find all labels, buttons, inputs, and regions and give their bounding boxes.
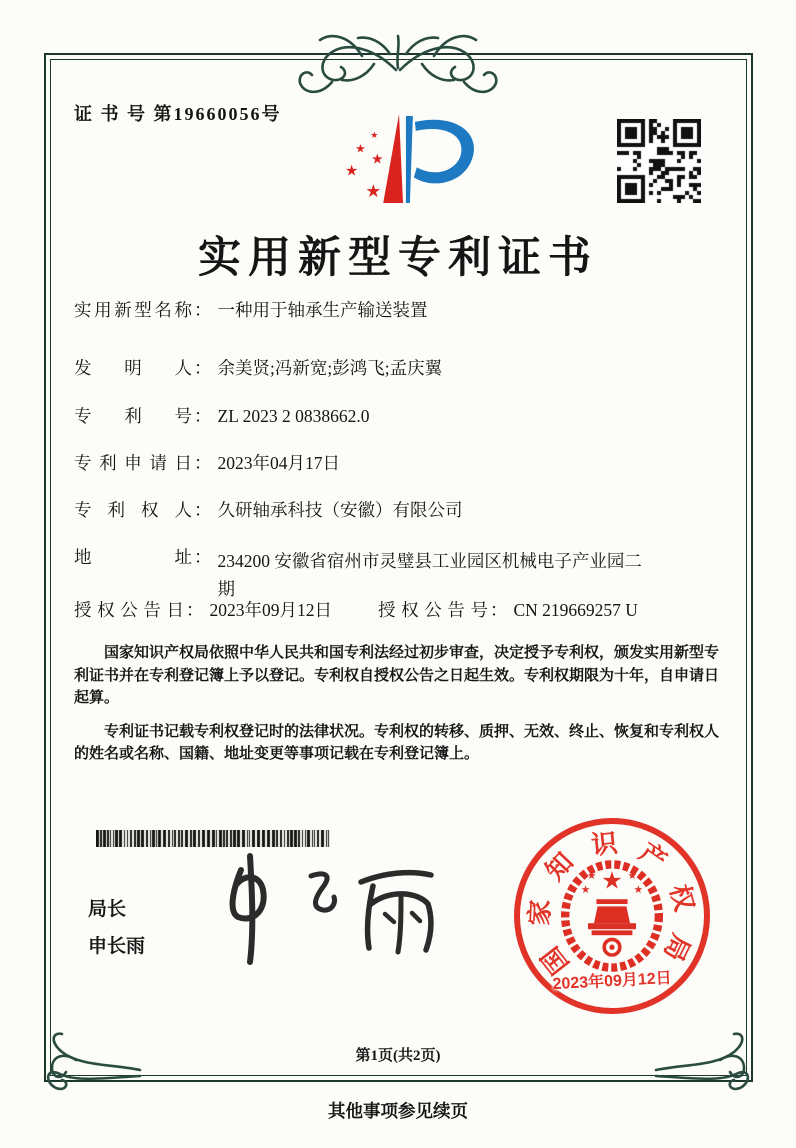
colon: ： <box>490 600 508 620</box>
svg-text:★: ★ <box>627 868 638 882</box>
legal-paragraph-1: 国家知识产权局依照中华人民共和国专利法经过初步审查，决定授予专利权，颁发实用新型专利证书并在专利登记簿上予以登记。专利权自授权公告之日起生效。专利权期限为十年，自申请日起算。 <box>74 645 720 706</box>
continuation-note: 其他事项参见续页 <box>328 1101 468 1121</box>
field-value: 2023年04月17日 <box>217 453 340 473</box>
field-row-grant <box>74 600 736 622</box>
seal-date: 2023年09月12日 <box>552 969 673 994</box>
national-emblem-icon <box>552 854 672 974</box>
svg-text:★: ★ <box>365 181 382 203</box>
grant-date-pair <box>74 600 332 622</box>
field-row-inventors <box>74 358 736 380</box>
field-label: 实用新型名称 <box>74 300 192 320</box>
grant-number-value: CN 219669257 U <box>513 600 638 620</box>
field-value: 234200 安徽省宿州市灵璧县工业园区机械电子产业园二期 <box>217 551 642 599</box>
grant-date-value: 2023年09月12日 <box>209 600 332 620</box>
page-number: 第1页(共2页) <box>355 1048 441 1064</box>
colon: ： <box>194 547 212 567</box>
official-seal <box>514 818 710 1014</box>
seal-ring: 国 家 知 识 产 权 局 <box>523 827 700 981</box>
colon: ： <box>194 500 212 520</box>
svg-text:★: ★ <box>344 162 359 180</box>
field-row-name <box>74 300 736 322</box>
legal-paragraph-2: 专利证书记载专利权登记时的法律状况。专利权的转移、质押、无效、终止、恢复和专利权人的姓名或名称、国籍、地址变更等事项记载在专利登记簿上。 <box>74 723 720 762</box>
field-label: 专利申请日 <box>74 453 192 473</box>
field-label: 专利号 <box>74 406 192 426</box>
handwritten-signature <box>205 850 450 970</box>
cnipa-logo-icon <box>318 110 486 214</box>
document-title: 实用新型专利证书 <box>198 235 598 282</box>
svg-text:★: ★ <box>601 866 623 895</box>
field-label: 授权公告号 <box>378 600 488 620</box>
field-value: 一种用于轴承生产输送装置 <box>217 300 428 320</box>
colon: ： <box>186 600 204 620</box>
svg-text:★: ★ <box>371 151 384 168</box>
colon: ： <box>194 300 212 320</box>
field-row-filing-date <box>74 453 736 475</box>
commissioner-name: 申长雨 <box>88 936 146 957</box>
field-label: 地址 <box>74 547 192 567</box>
field-label: 发明人 <box>74 358 192 378</box>
field-value: ZL 2023 2 0838662.0 <box>217 406 370 426</box>
field-row-patent-number <box>74 406 736 428</box>
svg-text:★: ★ <box>633 883 644 897</box>
svg-text:★: ★ <box>580 883 591 897</box>
svg-text:★: ★ <box>586 868 597 882</box>
field-label: 授权公告日 <box>74 600 184 620</box>
commissioner-title: 局长 <box>88 899 127 920</box>
colon: ： <box>194 453 212 473</box>
field-label: 专利权人 <box>74 500 192 520</box>
field-value: 久研轴承科技（安徽）有限公司 <box>217 500 463 520</box>
field-row-address <box>74 547 736 603</box>
field-row-patentee <box>74 500 736 522</box>
colon: ： <box>194 406 212 426</box>
svg-text:★: ★ <box>370 130 379 141</box>
grant-number-pair <box>378 600 638 622</box>
certificate-number: 证 书 号 第19660056号 <box>74 104 282 124</box>
qr-code <box>617 119 701 203</box>
colon: ： <box>194 358 212 378</box>
field-value: 余美贤;冯新宽;彭鸿飞;孟庆翼 <box>217 358 443 378</box>
svg-text:★: ★ <box>355 141 366 156</box>
legal-text-block <box>74 642 724 777</box>
barcode <box>96 830 330 847</box>
top-flourish-ornament <box>278 24 518 108</box>
